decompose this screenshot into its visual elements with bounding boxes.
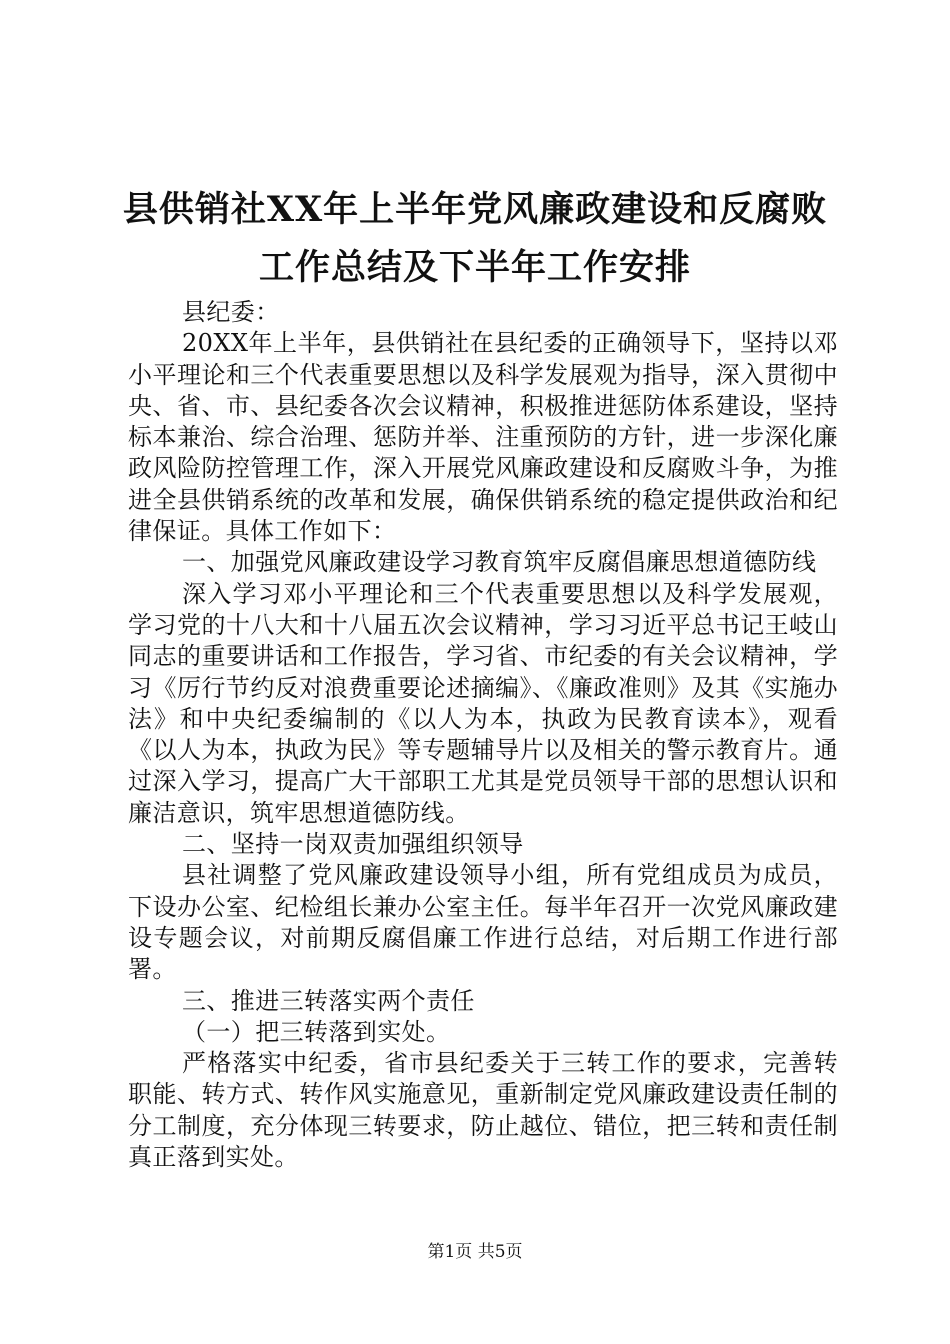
- subsection-heading: （一）把三转落到实处。: [182, 1017, 451, 1046]
- body-paragraph: 20XX年上半年，县供销社在县纪委的正确领导下，坚持以邓小平理论和三个代表重要思想以及科学发展观为指导，深入贯彻中央、省、市、县纪委各次会议精神，积极推进惩防体系建设，坚持标本兼治、综合治理、惩防并举、注重预防的方针，进一步深化廉政风险防控管理工作，深入开展党风廉政建设和反腐败斗争，为推进全县供销系统的改革和发展，确保供销系统的稳定提供政治和纪律保证。具体工作如下：: [128, 329, 838, 546]
- body-paragraph: 县社调整了党风廉政建设领导小组，所有党组成员为成员，下设办公室、纪检组长兼办公室主任。每半年召开一次党风廉政建设专题会议，对前期反腐倡廉工作进行总结，对后期工作进行部署。: [128, 861, 838, 984]
- document-title-line-2: 工作总结及下半年工作安排: [258, 247, 691, 288]
- section-heading: 一、加强党风廉政建设学习教育筑牢反腐倡廉思想道德防线: [182, 548, 817, 577]
- body-paragraph: 深入学习邓小平理论和三个代表重要思想以及科学发展观，学习党的十八大和十八届五次会议精神，学习习近平总书记王岐山同志的重要讲话和工作报告，学习省、市纪委的有关会议精神，学习《厉行节约反对浪费重要论述摘编》、《廉政准则》及其《实施办法》和中央纪委编制的《以人为本，执政为民教育读本》，观看《以人为本，执政为民》等专题辅导片以及相关的警示教育片。通过深入学习，提高广大干部职工尤其是党员领导干部的思想认识和廉洁意识，筑牢思想道德防线。: [128, 579, 838, 827]
- salutation: 县纪委：: [182, 298, 280, 326]
- document-body: [128, 297, 838, 1173]
- document-title-line-1: 县供销社XX年上半年党风廉政建设和反腐败: [122, 189, 828, 230]
- body-paragraph: 严格落实中纪委，省市县纪委关于三转工作的要求，完善转职能、转方式、转作风实施意见，重新制定党风廉政建设责任制的分工制度，充分体现三转要求，防止越位、错位，把三转和责任制真正落到实处。: [128, 1049, 838, 1172]
- section-heading: 三、推进三转落实两个责任: [182, 986, 475, 1015]
- section-heading: 二、坚持一岗双责加强组织领导: [182, 830, 524, 859]
- page-number-footer: 第1页 共5页: [427, 1242, 523, 1262]
